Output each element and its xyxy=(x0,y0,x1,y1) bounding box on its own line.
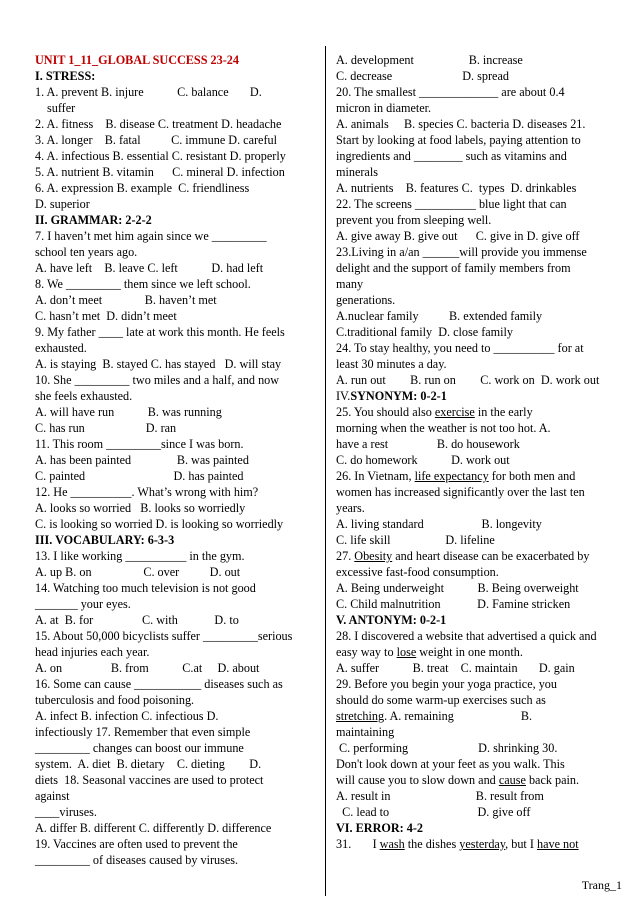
left-line: _________ of diseases caused by viruses. xyxy=(35,853,239,867)
right-line: A.nuclear family B. extended family xyxy=(336,309,543,323)
left-line: A. on B. from C.at D. about xyxy=(35,661,260,675)
right-line: A. give away B. give out C. give in D. give off xyxy=(336,229,580,243)
right-line: C. lead to D. give off xyxy=(336,805,531,819)
text-segment: for both men and xyxy=(488,469,576,483)
left-line: 2. A. fitness B. disease C. treatment D. headache xyxy=(35,117,282,131)
right-line: least 30 minutes a day. xyxy=(336,357,447,371)
left-line: she feels exhausted. xyxy=(35,389,133,403)
left-line: A. differ B. different C. differently D. difference xyxy=(35,821,272,835)
left-line: C. has run D. ran xyxy=(35,421,177,435)
left-line: 11. This room _________since I was born. xyxy=(35,437,244,451)
right-line: many xyxy=(336,277,364,291)
right-line: C. life skill D. lifeline xyxy=(336,533,495,547)
right-line: C. do homework D. work out xyxy=(336,453,510,467)
right-line: 28. I discovered a website that advertised a quick and xyxy=(336,629,597,643)
right-line xyxy=(336,708,628,724)
right-line: A. run out B. run on C. work on D. work out xyxy=(336,373,600,387)
right-line: A. animals B. species C. bacteria D. diseases 21. xyxy=(336,117,586,131)
column-divider xyxy=(325,46,326,896)
right-line: VI. ERROR: 4-2 xyxy=(336,821,424,835)
left-line: II. GRAMMAR: 2-2-2 xyxy=(35,213,152,227)
text-segment: weight in one month. xyxy=(416,645,523,659)
right-line: C. decrease D. spread xyxy=(336,69,509,83)
underlined-word: exercise xyxy=(434,405,475,419)
left-line: exhausted. xyxy=(35,341,87,355)
right-line: C.traditional family D. close family xyxy=(336,325,514,339)
left-line: 19. Vaccines are often used to prevent the xyxy=(35,837,238,851)
left-line: 13. I like working __________ in the gym. xyxy=(35,549,245,563)
right-line: 20. The smallest _____________ are about 0.4 xyxy=(336,85,565,99)
left-line: 7. I haven’t met him again since we _________ xyxy=(35,229,267,243)
left-line: A. has been painted B. was painted xyxy=(35,453,249,467)
text-segment: SYNONYM: 0-2-1 xyxy=(350,389,447,403)
left-line: 8. We _________ them since we left school. xyxy=(35,277,251,291)
underlined-word: life expectancy xyxy=(414,469,489,483)
right-line xyxy=(336,836,628,852)
right-line: Start by looking at food labels, paying attention to xyxy=(336,133,581,147)
underlined-word: lose xyxy=(396,645,417,659)
underlined-word: yesterday xyxy=(459,837,506,851)
left-line: diets 18. Seasonal vaccines are used to protect xyxy=(35,773,264,787)
right-line: A. result in B. result from xyxy=(336,789,544,803)
right-line: 24. To stay healthy, you need to __________ for at xyxy=(336,341,584,355)
left-line: D. superior xyxy=(35,197,90,211)
text-segment: back pain. xyxy=(525,773,580,787)
left-line: 10. She _________ two miles and a half, and now xyxy=(35,373,280,387)
right-line: C. performing D. shrinking 30. xyxy=(336,741,558,755)
right-line xyxy=(336,772,628,788)
left-line: A. don’t meet B. haven’t met xyxy=(35,293,217,307)
right-line: A. Being underweight B. Being overweight xyxy=(336,581,579,595)
right-line: should do some warm-up exercises such as xyxy=(336,693,546,707)
left-line: 12. He __________. What’s wrong with him? xyxy=(35,485,259,499)
left-line: 1. A. prevent B. injure C. balance D. xyxy=(35,85,262,99)
text-segment: easy way to xyxy=(336,645,397,659)
right-line: minerals xyxy=(336,165,378,179)
left-line: 6. A. expression B. example C. friendliness xyxy=(35,181,250,195)
left-line: 16. Some can cause ___________ diseases such as xyxy=(35,677,283,691)
right-line xyxy=(336,644,628,660)
right-line: V. ANTONYM: 0-2-1 xyxy=(336,613,447,627)
left-line: 9. My father ____ late at work this month. He feels xyxy=(35,325,285,339)
page-number: Trang_1 xyxy=(581,878,622,892)
right-line: maintaining xyxy=(336,725,395,739)
left-line: I. STRESS: xyxy=(35,69,96,83)
right-line: generations. xyxy=(336,293,396,307)
right-line xyxy=(336,468,628,484)
left-column xyxy=(35,52,311,868)
left-line: 15. About 50,000 bicyclists suffer _________serious xyxy=(35,629,293,643)
left-line: head injuries each year. xyxy=(35,645,150,659)
text-segment: and heart disease can be exacerbated by xyxy=(392,549,590,563)
left-line: A. is staying B. stayed C. has stayed D. will stay xyxy=(35,357,282,371)
right-line: A. suffer B. treat C. maintain D. gain xyxy=(336,661,575,675)
left-line: C. painted D. has painted xyxy=(35,469,244,483)
right-line: micron in diameter. xyxy=(336,101,432,115)
right-line xyxy=(336,388,628,404)
right-line: women has increased significantly over the last ten xyxy=(336,485,585,499)
right-line: delight and the support of family members from xyxy=(336,261,571,275)
text-segment: 26. In Vietnam, xyxy=(336,469,415,483)
left-line: A. at B. for C. with D. to xyxy=(35,613,239,627)
right-line: A. living standard B. longevity xyxy=(336,517,542,531)
right-line: C. Child malnutrition D. Famine stricken xyxy=(336,597,571,611)
left-line: C. hasn’t met D. didn’t meet xyxy=(35,309,177,323)
left-line: infectiously 17. Remember that even simple xyxy=(35,725,251,739)
left-line: tuberculosis and food poisoning. xyxy=(35,693,195,707)
left-line: school ten years ago. xyxy=(35,245,138,259)
underlined-word: stretching xyxy=(336,709,385,723)
text-segment: 25. You should also xyxy=(336,405,435,419)
underlined-word: wash xyxy=(379,837,405,851)
text-segment: IV. xyxy=(336,389,351,403)
text-segment: 27. xyxy=(336,549,355,563)
right-line: years. xyxy=(336,501,365,515)
right-line: Don't look down at your feet as you walk. This xyxy=(336,757,565,771)
right-line: have a rest B. do housework xyxy=(336,437,520,451)
underlined-word: have not xyxy=(536,837,579,851)
text-segment: , but I xyxy=(505,837,537,851)
text-segment: the dishes xyxy=(404,837,460,851)
left-line: 14. Watching too much television is not good xyxy=(35,581,256,595)
text-segment: 31. I xyxy=(336,837,380,851)
text-segment: in the early xyxy=(474,405,533,419)
right-line: 22. The screens __________ blue light that can xyxy=(336,197,567,211)
left-line: A. up B. on C. over D. out xyxy=(35,565,241,579)
left-line: A. looks so worried B. looks so worriedly xyxy=(35,501,246,515)
left-line: _________ changes can boost our immune xyxy=(35,741,244,755)
left-line: _______ your eyes. xyxy=(35,597,131,611)
text-segment: . A. remaining B. xyxy=(384,709,532,723)
right-line: 23.Living in a/an ______will provide you immense xyxy=(336,245,587,259)
right-line: A. development B. increase xyxy=(336,53,523,67)
right-line: A. nutrients B. features C. types D. drinkables xyxy=(336,181,577,195)
left-line: A. infect B. infection C. infectious D. xyxy=(35,709,219,723)
right-line: prevent you from sleeping well. xyxy=(336,213,492,227)
left-line: UNIT 1_11_GLOBAL SUCCESS 23-24 xyxy=(35,53,239,67)
left-line: suffer xyxy=(47,101,76,115)
right-line xyxy=(336,548,628,564)
left-line: 3. A. longer B. fatal C. immune D. careful xyxy=(35,133,278,147)
underlined-word: Obesity xyxy=(354,549,393,563)
left-line: A. have left B. leave C. left D. had left xyxy=(35,261,264,275)
left-line: against xyxy=(35,789,70,803)
left-line: C. is looking so worried D. is looking so worriedly xyxy=(35,517,284,531)
left-line: 5. A. nutrient B. vitamin C. mineral D. infection xyxy=(35,165,285,179)
underlined-word: cause xyxy=(498,773,526,787)
right-line: ingredients and ________ such as vitamins and xyxy=(336,149,567,163)
left-line: system. A. diet B. dietary C. dieting D. xyxy=(35,757,262,771)
right-line: excessive fast-food consumption. xyxy=(336,565,499,579)
right-column xyxy=(336,52,628,852)
right-line: 29. Before you begin your yoga practice, you xyxy=(336,677,557,691)
left-line: A. will have run B. was running xyxy=(35,405,222,419)
left-line: ____viruses. xyxy=(35,805,97,819)
right-line: morning when the weather is not too hot. A. xyxy=(336,421,551,435)
left-line: III. VOCABULARY: 6-3-3 xyxy=(35,533,175,547)
left-line: 4. A. infectious B. essential C. resistant D. properly xyxy=(35,149,286,163)
text-segment: will cause you to slow down and xyxy=(336,773,499,787)
right-line xyxy=(336,404,628,420)
